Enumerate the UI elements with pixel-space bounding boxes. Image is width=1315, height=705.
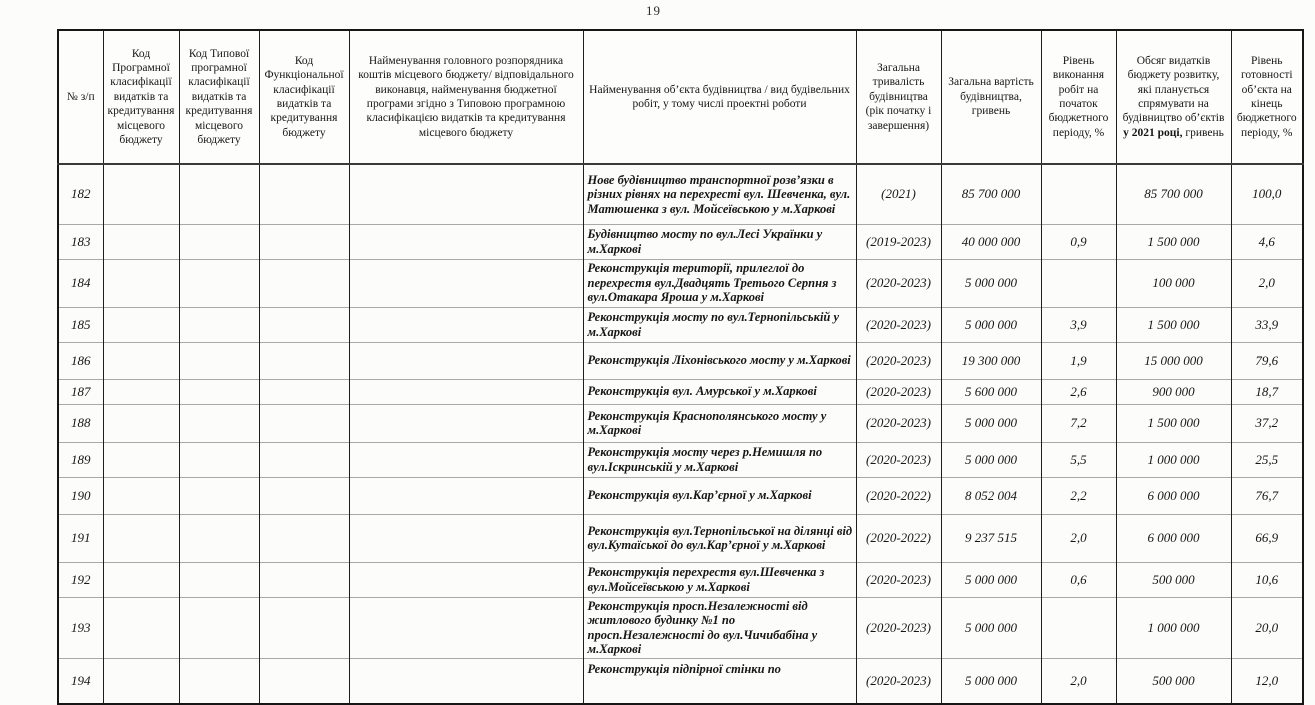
cell-code-typical <box>179 404 259 442</box>
cell-readiness: 2,0 <box>1231 259 1303 307</box>
cell-readiness: 10,6 <box>1231 562 1303 597</box>
cell-total-cost: 5 000 000 <box>941 442 1041 477</box>
cell-manager <box>349 514 583 562</box>
cell-amount-2021: 15 000 000 <box>1116 342 1231 379</box>
header-row-number: № з/п <box>58 30 103 164</box>
cell-readiness: 18,7 <box>1231 379 1303 404</box>
cell-readiness: 4,6 <box>1231 224 1303 259</box>
cell-code-program <box>103 562 179 597</box>
table-row <box>58 404 1303 442</box>
cell-duration: (2020-2023) <box>856 597 941 658</box>
table-row <box>58 658 1303 704</box>
cell-amount-2021: 500 000 <box>1116 562 1231 597</box>
table-row <box>58 597 1303 658</box>
cell-amount-2021: 1 500 000 <box>1116 404 1231 442</box>
cell-amount-2021: 1 000 000 <box>1116 442 1231 477</box>
header-amount-2021: Обсяг видатків бюджету розвитку, які планується спрямувати на будівництво об’єктів у 2021 році, гривень <box>1116 30 1231 164</box>
cell-total-cost: 19 300 000 <box>941 342 1041 379</box>
row-number: 184 <box>58 259 103 307</box>
row-number: 188 <box>58 404 103 442</box>
cell-level-start: 2,0 <box>1041 514 1116 562</box>
cell-object-name: Реконструкція вул.Кар’єрної у м.Харкові <box>583 477 856 514</box>
cell-code-program <box>103 342 179 379</box>
cell-code-program <box>103 379 179 404</box>
cell-code-functional <box>259 259 349 307</box>
cell-code-functional <box>259 514 349 562</box>
cell-level-start: 5,5 <box>1041 442 1116 477</box>
cell-manager <box>349 658 583 704</box>
cell-code-functional <box>259 224 349 259</box>
table-row <box>58 224 1303 259</box>
cell-manager <box>349 342 583 379</box>
cell-manager <box>349 597 583 658</box>
cell-manager <box>349 224 583 259</box>
cell-code-program <box>103 259 179 307</box>
cell-amount-2021: 900 000 <box>1116 379 1231 404</box>
row-number: 185 <box>58 307 103 342</box>
cell-manager <box>349 164 583 224</box>
header-code-typical: Код Типової програмної класифікації видатків та кредитування місцевого бюджету <box>179 30 259 164</box>
cell-object-name: Реконструкція Ліхонівського мосту у м.Харкові <box>583 342 856 379</box>
cell-code-program <box>103 224 179 259</box>
row-number: 183 <box>58 224 103 259</box>
cell-code-functional <box>259 307 349 342</box>
row-number: 189 <box>58 442 103 477</box>
cell-level-start <box>1041 164 1116 224</box>
cell-code-program <box>103 442 179 477</box>
cell-code-typical <box>179 562 259 597</box>
row-number: 182 <box>58 164 103 224</box>
cell-object-name: Реконструкція вул. Амурської у м.Харкові <box>583 379 856 404</box>
cell-duration: (2020-2023) <box>856 379 941 404</box>
row-number: 193 <box>58 597 103 658</box>
cell-total-cost: 5 000 000 <box>941 259 1041 307</box>
cell-total-cost: 5 600 000 <box>941 379 1041 404</box>
cell-amount-2021: 6 000 000 <box>1116 477 1231 514</box>
cell-total-cost: 85 700 000 <box>941 164 1041 224</box>
cell-total-cost: 5 000 000 <box>941 658 1041 704</box>
cell-code-typical <box>179 442 259 477</box>
cell-amount-2021: 1 500 000 <box>1116 307 1231 342</box>
row-number: 187 <box>58 379 103 404</box>
cell-code-program <box>103 514 179 562</box>
cell-amount-2021: 500 000 <box>1116 658 1231 704</box>
cell-manager <box>349 477 583 514</box>
cell-code-program <box>103 307 179 342</box>
cell-amount-2021: 6 000 000 <box>1116 514 1231 562</box>
page-number: 19 <box>646 3 661 18</box>
cell-code-program <box>103 597 179 658</box>
cell-code-functional <box>259 404 349 442</box>
cell-object-name: Реконструкція мосту через р.Немишля по вул.Іскринській у м.Харкові <box>583 442 856 477</box>
cell-level-start <box>1041 259 1116 307</box>
cell-amount-2021: 1 500 000 <box>1116 224 1231 259</box>
header-object: Найменування об’єкта будівництва / вид будівельних робіт, у тому числі проектні роботи <box>583 30 856 164</box>
cell-code-functional <box>259 562 349 597</box>
cell-level-start: 2,6 <box>1041 379 1116 404</box>
cell-duration: (2020-2023) <box>856 404 941 442</box>
cell-code-typical <box>179 307 259 342</box>
cell-code-functional <box>259 477 349 514</box>
cell-code-functional <box>259 379 349 404</box>
header-manager: Найменування головного розпорядника коштів місцевого бюджету/ відповідального виконавця, найменування бюджетної програми згідно з Типовою програмною класифікацією видатків та кредитування місцевого бюджету <box>349 30 583 164</box>
cell-total-cost: 5 000 000 <box>941 562 1041 597</box>
cell-code-typical <box>179 597 259 658</box>
cell-code-functional <box>259 597 349 658</box>
cell-readiness: 12,0 <box>1231 658 1303 704</box>
cell-duration: (2020-2022) <box>856 514 941 562</box>
construction-budget-table <box>57 29 1304 705</box>
header-level-start: Рівень виконання робіт на початок бюджетного періоду, % <box>1041 30 1116 164</box>
row-number: 191 <box>58 514 103 562</box>
cell-manager <box>349 562 583 597</box>
table-row <box>58 477 1303 514</box>
cell-manager <box>349 259 583 307</box>
table-row <box>58 342 1303 379</box>
cell-manager <box>349 442 583 477</box>
cell-level-start: 3,9 <box>1041 307 1116 342</box>
cell-level-start: 1,9 <box>1041 342 1116 379</box>
cell-amount-2021: 1 000 000 <box>1116 597 1231 658</box>
cell-total-cost: 8 052 004 <box>941 477 1041 514</box>
row-number: 194 <box>58 658 103 704</box>
cell-code-functional <box>259 442 349 477</box>
cell-duration: (2020-2023) <box>856 307 941 342</box>
cell-readiness: 76,7 <box>1231 477 1303 514</box>
header-readiness: Рівень готовності об’єкта на кінець бюджетного періоду, % <box>1231 30 1303 164</box>
cell-readiness: 79,6 <box>1231 342 1303 379</box>
cell-level-start <box>1041 597 1116 658</box>
cell-object-name: Реконструкція підпірної стінки по <box>583 658 856 704</box>
header-duration: Загальна тривалість будівництва (рік початку і завершення) <box>856 30 941 164</box>
cell-total-cost: 5 000 000 <box>941 404 1041 442</box>
cell-code-typical <box>179 658 259 704</box>
header-total-cost: Загальна вартість будівництва, гривень <box>941 30 1041 164</box>
table-row <box>58 379 1303 404</box>
row-number: 186 <box>58 342 103 379</box>
cell-code-typical <box>179 514 259 562</box>
row-number: 190 <box>58 477 103 514</box>
header-code-functional: Код Функціональної класифікації видатків та кредитування бюджету <box>259 30 349 164</box>
cell-duration: (2020-2023) <box>856 342 941 379</box>
cell-level-start: 2,0 <box>1041 658 1116 704</box>
cell-duration: (2020-2023) <box>856 562 941 597</box>
cell-amount-2021: 100 000 <box>1116 259 1231 307</box>
table-row <box>58 307 1303 342</box>
cell-readiness: 20,0 <box>1231 597 1303 658</box>
cell-duration: (2020-2023) <box>856 442 941 477</box>
cell-code-typical <box>179 379 259 404</box>
row-number: 192 <box>58 562 103 597</box>
cell-readiness: 25,5 <box>1231 442 1303 477</box>
cell-code-functional <box>259 658 349 704</box>
cell-object-name: Реконструкція території, прилеглої до перехрестя вул.Двадцять Третього Серпня з вул.Отакара Яроша у м.Харкові <box>583 259 856 307</box>
cell-readiness: 66,9 <box>1231 514 1303 562</box>
cell-code-program <box>103 658 179 704</box>
table-row <box>58 259 1303 307</box>
table-row <box>58 562 1303 597</box>
cell-total-cost: 5 000 000 <box>941 307 1041 342</box>
cell-amount-2021: 85 700 000 <box>1116 164 1231 224</box>
cell-level-start: 0,6 <box>1041 562 1116 597</box>
cell-level-start: 0,9 <box>1041 224 1116 259</box>
table-header <box>58 30 1303 164</box>
cell-duration: (2020-2023) <box>856 658 941 704</box>
cell-total-cost: 5 000 000 <box>941 597 1041 658</box>
cell-object-name: Реконструкція перехрестя вул.Шевченка з вул.Мойсеївською у м.Харкові <box>583 562 856 597</box>
cell-duration: (2019-2023) <box>856 224 941 259</box>
cell-readiness: 33,9 <box>1231 307 1303 342</box>
cell-level-start: 2,2 <box>1041 477 1116 514</box>
cell-code-functional <box>259 164 349 224</box>
cell-duration: (2021) <box>856 164 941 224</box>
cell-manager <box>349 307 583 342</box>
cell-code-program <box>103 404 179 442</box>
cell-manager <box>349 404 583 442</box>
cell-object-name: Реконструкція Краснополянського мосту у м.Харкові <box>583 404 856 442</box>
table-row <box>58 442 1303 477</box>
cell-code-typical <box>179 259 259 307</box>
cell-code-functional <box>259 342 349 379</box>
cell-code-typical <box>179 342 259 379</box>
cell-readiness: 37,2 <box>1231 404 1303 442</box>
table-row <box>58 164 1303 224</box>
cell-duration: (2020-2023) <box>856 259 941 307</box>
cell-total-cost: 9 237 515 <box>941 514 1041 562</box>
cell-object-name: Реконструкція просп.Незалежності від житлового будинку №1 по просп.Незалежності до вул.Чичибабіна у м.Харкові <box>583 597 856 658</box>
cell-object-name: Будівництво мосту по вул.Лесі Українки у м.Харкові <box>583 224 856 259</box>
cell-code-program <box>103 164 179 224</box>
cell-code-typical <box>179 224 259 259</box>
cell-object-name: Реконструкція мосту по вул.Тернопільській у м.Харкові <box>583 307 856 342</box>
cell-code-typical <box>179 164 259 224</box>
cell-object-name: Нове будівництво транспортної розв’язки в різних рівнях на перехресті вул. Шевченка, вул. Матюшенка з вул. Мойсеївською у м.Харкові <box>583 164 856 224</box>
cell-duration: (2020-2022) <box>856 477 941 514</box>
header-code-program: Код Програмної класифікації видатків та кредитування місцевого бюджету <box>103 30 179 164</box>
cell-total-cost: 40 000 000 <box>941 224 1041 259</box>
cell-readiness: 100,0 <box>1231 164 1303 224</box>
cell-code-typical <box>179 477 259 514</box>
cell-level-start: 7,2 <box>1041 404 1116 442</box>
table-row <box>58 514 1303 562</box>
cell-object-name: Реконструкція вул.Тернопільської на ділянці від вул.Кутаїської до вул.Кар’єрної у м.Харкові <box>583 514 856 562</box>
cell-manager <box>349 379 583 404</box>
cell-code-program <box>103 477 179 514</box>
